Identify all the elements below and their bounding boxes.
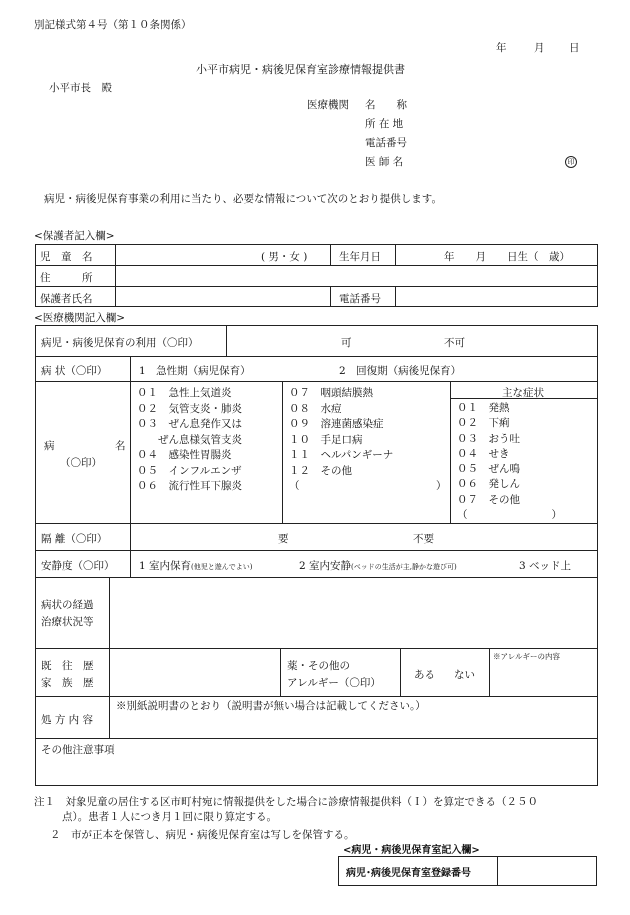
- seal-mark: 印: [565, 156, 577, 168]
- allergy-label-line2: アレルギー（〇印）: [287, 677, 381, 689]
- list-item[interactable]: ０４ せき: [457, 447, 510, 460]
- list-item[interactable]: ０６ 発しん: [457, 478, 520, 491]
- date-day-label: 日: [569, 42, 580, 54]
- list-item[interactable]: ０１ 発熱: [457, 402, 510, 414]
- date-month-label: 月: [534, 42, 545, 54]
- progress-label-line1: 病状の経過: [41, 599, 94, 611]
- list-item[interactable]: ０７ 咽頭結膜熱: [289, 387, 373, 399]
- rest-label: 安静度（〇印）: [41, 560, 115, 572]
- guardian-name-label: 保護者氏名: [40, 293, 93, 305]
- allergy-label-line1: 薬・その他の: [287, 660, 350, 672]
- list-item[interactable]: （ ）: [289, 480, 447, 492]
- guardian-phone-label: 電話番号: [339, 293, 381, 305]
- condition-recovery-option[interactable]: 2 回復期（病後児保育）: [339, 365, 462, 377]
- condition-acute-option[interactable]: 1 急性期（病児保育）: [139, 365, 251, 377]
- institution-address-label: 所 在 地: [365, 118, 404, 130]
- list-item[interactable]: （ ）: [457, 509, 562, 522]
- history-label-past: 既 往 歴: [41, 660, 94, 672]
- list-item[interactable]: ０５ ぜん鳴: [457, 463, 520, 476]
- list-item[interactable]: ０５ インフルエンザ: [137, 464, 242, 477]
- disease-label-char1: 病: [44, 440, 55, 452]
- addressee: 小平市長 殿: [49, 82, 112, 94]
- sex-selector[interactable]: ( 男・女 ): [261, 251, 308, 263]
- rest-option-indoor[interactable]: [139, 558, 253, 573]
- dob-value: 年 月 日生（ 歳）: [444, 251, 570, 263]
- institution-phone-label: 電話番号: [365, 137, 407, 149]
- allergy-content-note: ※アレルギーの内容: [493, 652, 561, 661]
- list-item[interactable]: ０１ 急性上気道炎: [137, 387, 232, 399]
- list-item[interactable]: ０４ 感染性胃腸炎: [137, 449, 232, 461]
- allergy-no-option[interactable]: ない: [454, 669, 475, 681]
- history-label-family: 家 族 歴: [41, 677, 94, 689]
- allergy-yes-option[interactable]: ある: [414, 669, 435, 681]
- rest-option-note: (他児と遊んでよい): [191, 563, 253, 571]
- use-label: 病児・病後児保育の利用（〇印）: [41, 337, 199, 349]
- use-no-option[interactable]: 不可: [444, 337, 465, 349]
- disease-label-char2: 名: [115, 440, 126, 452]
- institution-name-label: 名 称: [365, 99, 407, 111]
- list-item[interactable]: １１ ヘルパンギーナ: [289, 449, 394, 461]
- nursery-section-heading: <病児・病後児保育室記入欄>: [343, 845, 480, 856]
- list-item[interactable]: ０２ 気管支炎・肺炎: [137, 402, 242, 415]
- list-item[interactable]: ０３ おう吐: [457, 432, 520, 445]
- guardian-section-heading: <保護者記入欄>: [34, 230, 115, 242]
- intro-text: 病児・病後児保育事業の利用に当たり、必要な情報について次のとおり提供します。: [44, 193, 442, 205]
- isolation-label: 隔 離（〇印）: [41, 533, 108, 545]
- note-1-line2: 点）。患者１人につき月１回に限り算定する。: [62, 811, 278, 823]
- list-item[interactable]: ０３ ぜん息発作又は: [137, 418, 242, 430]
- prescription-note: ※別紙説明書のとおり（説明書が無い場合は記載してください。）: [116, 700, 426, 712]
- isolation-no-option[interactable]: 不要: [413, 533, 434, 545]
- disease-list-col1: [137, 386, 242, 495]
- list-item[interactable]: ０２ 下痢: [457, 417, 510, 430]
- symptoms-heading: 主な症状: [502, 387, 544, 399]
- prescription-label: 処 方 内 容: [41, 714, 94, 726]
- progress-label-line2: 治療状況等: [41, 616, 94, 628]
- list-item[interactable]: ０７ その他: [457, 493, 520, 506]
- condition-label: 病 状（〇印）: [41, 365, 108, 377]
- dob-label: 生年月日: [339, 251, 381, 263]
- use-yes-option[interactable]: 可: [341, 337, 352, 349]
- address-label: 住 所: [40, 272, 93, 284]
- page-title: 小平市病児・病後児保育室診療情報提供書: [196, 63, 405, 76]
- list-item[interactable]: ０９ 溶連菌感染症: [289, 418, 384, 430]
- rest-option-quiet[interactable]: [299, 558, 457, 573]
- registration-number-field[interactable]: [499, 858, 595, 884]
- isolation-yes-option[interactable]: 要: [278, 533, 289, 545]
- other-notes-label: その他注意事項: [41, 744, 115, 756]
- date-year-label: 年: [496, 42, 507, 54]
- child-name-label: 児 童 名: [40, 251, 93, 263]
- disease-label-note: （〇印）: [60, 457, 102, 469]
- rest-option-label: 1 室内保育: [139, 560, 192, 572]
- list-item[interactable]: ０８ 水痘: [289, 402, 342, 415]
- doctor-name-label: 医 師 名: [365, 156, 404, 168]
- list-item: ぜん息様気管支炎: [137, 433, 242, 446]
- disease-list-col2: [289, 386, 447, 495]
- registration-number-label: 病児･病後児保育室登録番号: [346, 868, 471, 879]
- list-item[interactable]: １０ 手足口病: [289, 433, 363, 446]
- list-item[interactable]: ０６ 流行性耳下腺炎: [137, 480, 242, 492]
- rest-option-label: 2 室内安静: [299, 560, 352, 572]
- symptom-list: [457, 401, 562, 523]
- institution-label: 医療機関: [307, 99, 349, 111]
- note-2: ２ 市が正本を保管し、病児・病後児保育室は写しを保管する。: [50, 829, 355, 841]
- medical-section-heading: <医療機関記入欄>: [34, 312, 126, 324]
- rest-option-bed[interactable]: 3 ベッド上: [519, 560, 572, 572]
- note-1-line1: 注１ 対象児童の居住する区市町村宛に情報提供をした場合に診療情報提供料（Ｉ）を算定できる（２５０: [34, 796, 538, 808]
- form-number: 別記様式第４号（第１０条関係）: [34, 19, 192, 31]
- list-item[interactable]: １２ その他: [289, 464, 352, 477]
- rest-option-note: (ベッドの生活が主,静かな遊び可): [351, 563, 457, 571]
